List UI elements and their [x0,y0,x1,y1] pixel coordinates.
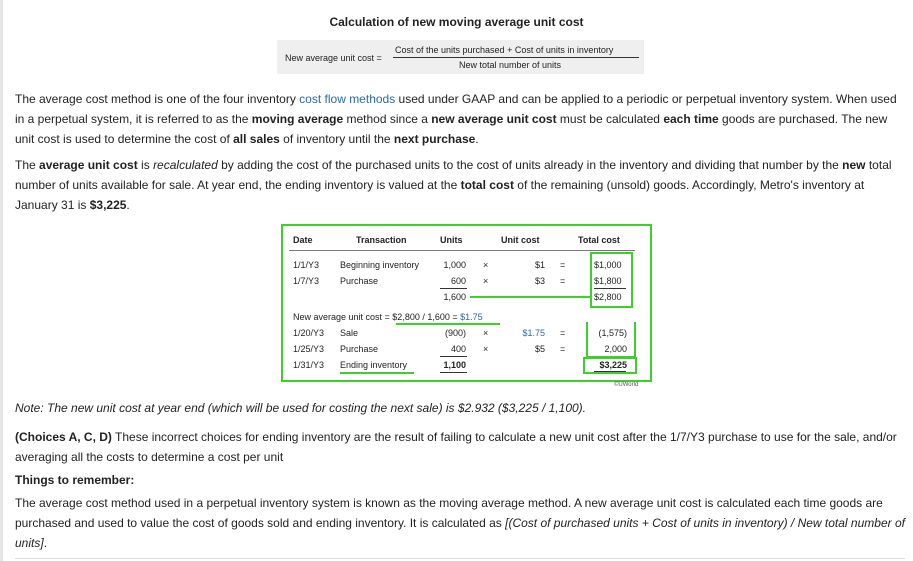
things-to-remember-body: The average cost method used in a perpetual inventory system is known as the moving average method. A new average unit cost is calculated each time goods are purchased and used to value the cost of goods sold and ending inventory. It is calculated as [(Cost of purchased units + Cost of units in inventory) / New total number of units]. [15,496,905,550]
units-underline [440,356,467,357]
header-unit-cost: Unit cost [501,235,540,245]
ending-units: 1,100 [443,360,466,370]
units-underline [440,288,467,289]
new-average-value: $1.75 [460,312,483,322]
ending-units-underline [440,372,467,373]
header-divider [289,250,635,251]
row-unit-cost: $5 [534,344,545,354]
total-cost-highlight-box [590,252,633,308]
figure-title: Calculation of new moving average unit cost [329,15,584,29]
fraction-bar [393,57,639,58]
row-times: × [483,276,489,286]
row-equals: = [560,344,566,354]
subtotal-units: 1,600 [443,292,466,302]
total-cost-highlight-box-2 [586,322,636,358]
row-total: $1,800 [594,276,622,286]
formula-numerator: Cost of the units purchased + Cost of units in inventory [395,45,614,55]
cost-flow-methods-link[interactable]: cost flow methods [299,92,396,106]
row-transaction: Sale [340,328,359,338]
header-total-cost: Total cost [578,235,620,245]
row-units: (900) [444,328,466,338]
row-transaction: Ending inventory [340,360,408,370]
row-transaction: Purchase [340,344,379,354]
formula-lhs: New average unit cost = [285,53,382,63]
ending-total: $3,225 [599,360,627,370]
row-units: 600 [450,276,466,286]
row-unit-cost: $1.75 [522,328,545,338]
explanation-paragraph-2: The average unit cost is recalculated by adding the cost of the purchased units to the cost of units already in the inventory and dividing that number by the new total number of units available for sale. At year end, the ending inventory is valued at the total cost of the remaining (unsold) goods. Accordingly, Metro's inventory at January 31 is $3,225. [15,158,892,212]
row-equals: = [560,328,566,338]
header-date: Date [293,235,313,245]
inventory-table-figure [281,224,652,382]
row-equals: = [560,276,566,286]
row-date: 1/1/Y3 [293,260,320,270]
explanation-paragraph-1: The average cost method is one of the four inventory cost flow methods used under GAAP and can be applied to a periodic or perpetual inventory system. When used in a perpetual system, it is referred to as the moving average method since a new average unit cost must be calculated each time goods are purchased. The new unit cost is used to determine the cost of all sales of inventory until the next purchase. [15,92,897,146]
new-average-underline [396,323,500,325]
things-to-remember-heading: Things to remember: [15,473,135,487]
row-date: 1/7/Y3 [293,276,320,286]
row-times: × [483,344,489,354]
row-transaction: Beginning inventory [340,260,420,270]
header-transaction: Transaction [356,235,407,245]
row-date: 1/31/Y3 [293,360,325,370]
header-units: Units [440,235,463,245]
row-times: × [483,260,489,270]
row-total: 2,000 [604,344,627,354]
bottom-divider [15,558,905,559]
row-date: 1/20/Y3 [293,328,325,338]
formula-denominator: New total number of units [459,60,562,70]
row-total: $1,000 [594,260,622,270]
ending-total-highlight-box [583,357,637,374]
subtotal-total: $2,800 [594,292,622,302]
left-border [0,0,3,561]
row-equals: = [560,260,566,270]
note-paragraph: Note: The new unit cost at year end (which will be used for costing the next sale) is $2.932 ($3,225 / 1,100). [15,401,586,415]
row-units: 400 [450,344,466,354]
row-transaction: Purchase [340,276,379,286]
row-times: × [483,328,489,338]
row-unit-cost: $1 [534,260,545,270]
formula-box [277,40,644,74]
uworld-watermark: ©UWorld [614,382,639,388]
new-average-formula: New average unit cost = $2,800 / 1,600 = $1.75 [293,312,483,322]
choices-explanation: (Choices A, C, D) These incorrect choices for ending inventory are the result of failing to calculate a new unit cost after the 1/7/Y3 purchase to use for the sale, and/or averaging all the costs to determine a cost per unit [15,430,897,464]
subtotal-connector-line [470,296,590,298]
row-unit-cost: $3 [534,276,545,286]
row-total: (1,575) [598,328,627,338]
row-units: 1,000 [443,260,466,270]
row-date: 1/25/Y3 [293,344,325,354]
ending-inventory-underline [340,372,414,374]
